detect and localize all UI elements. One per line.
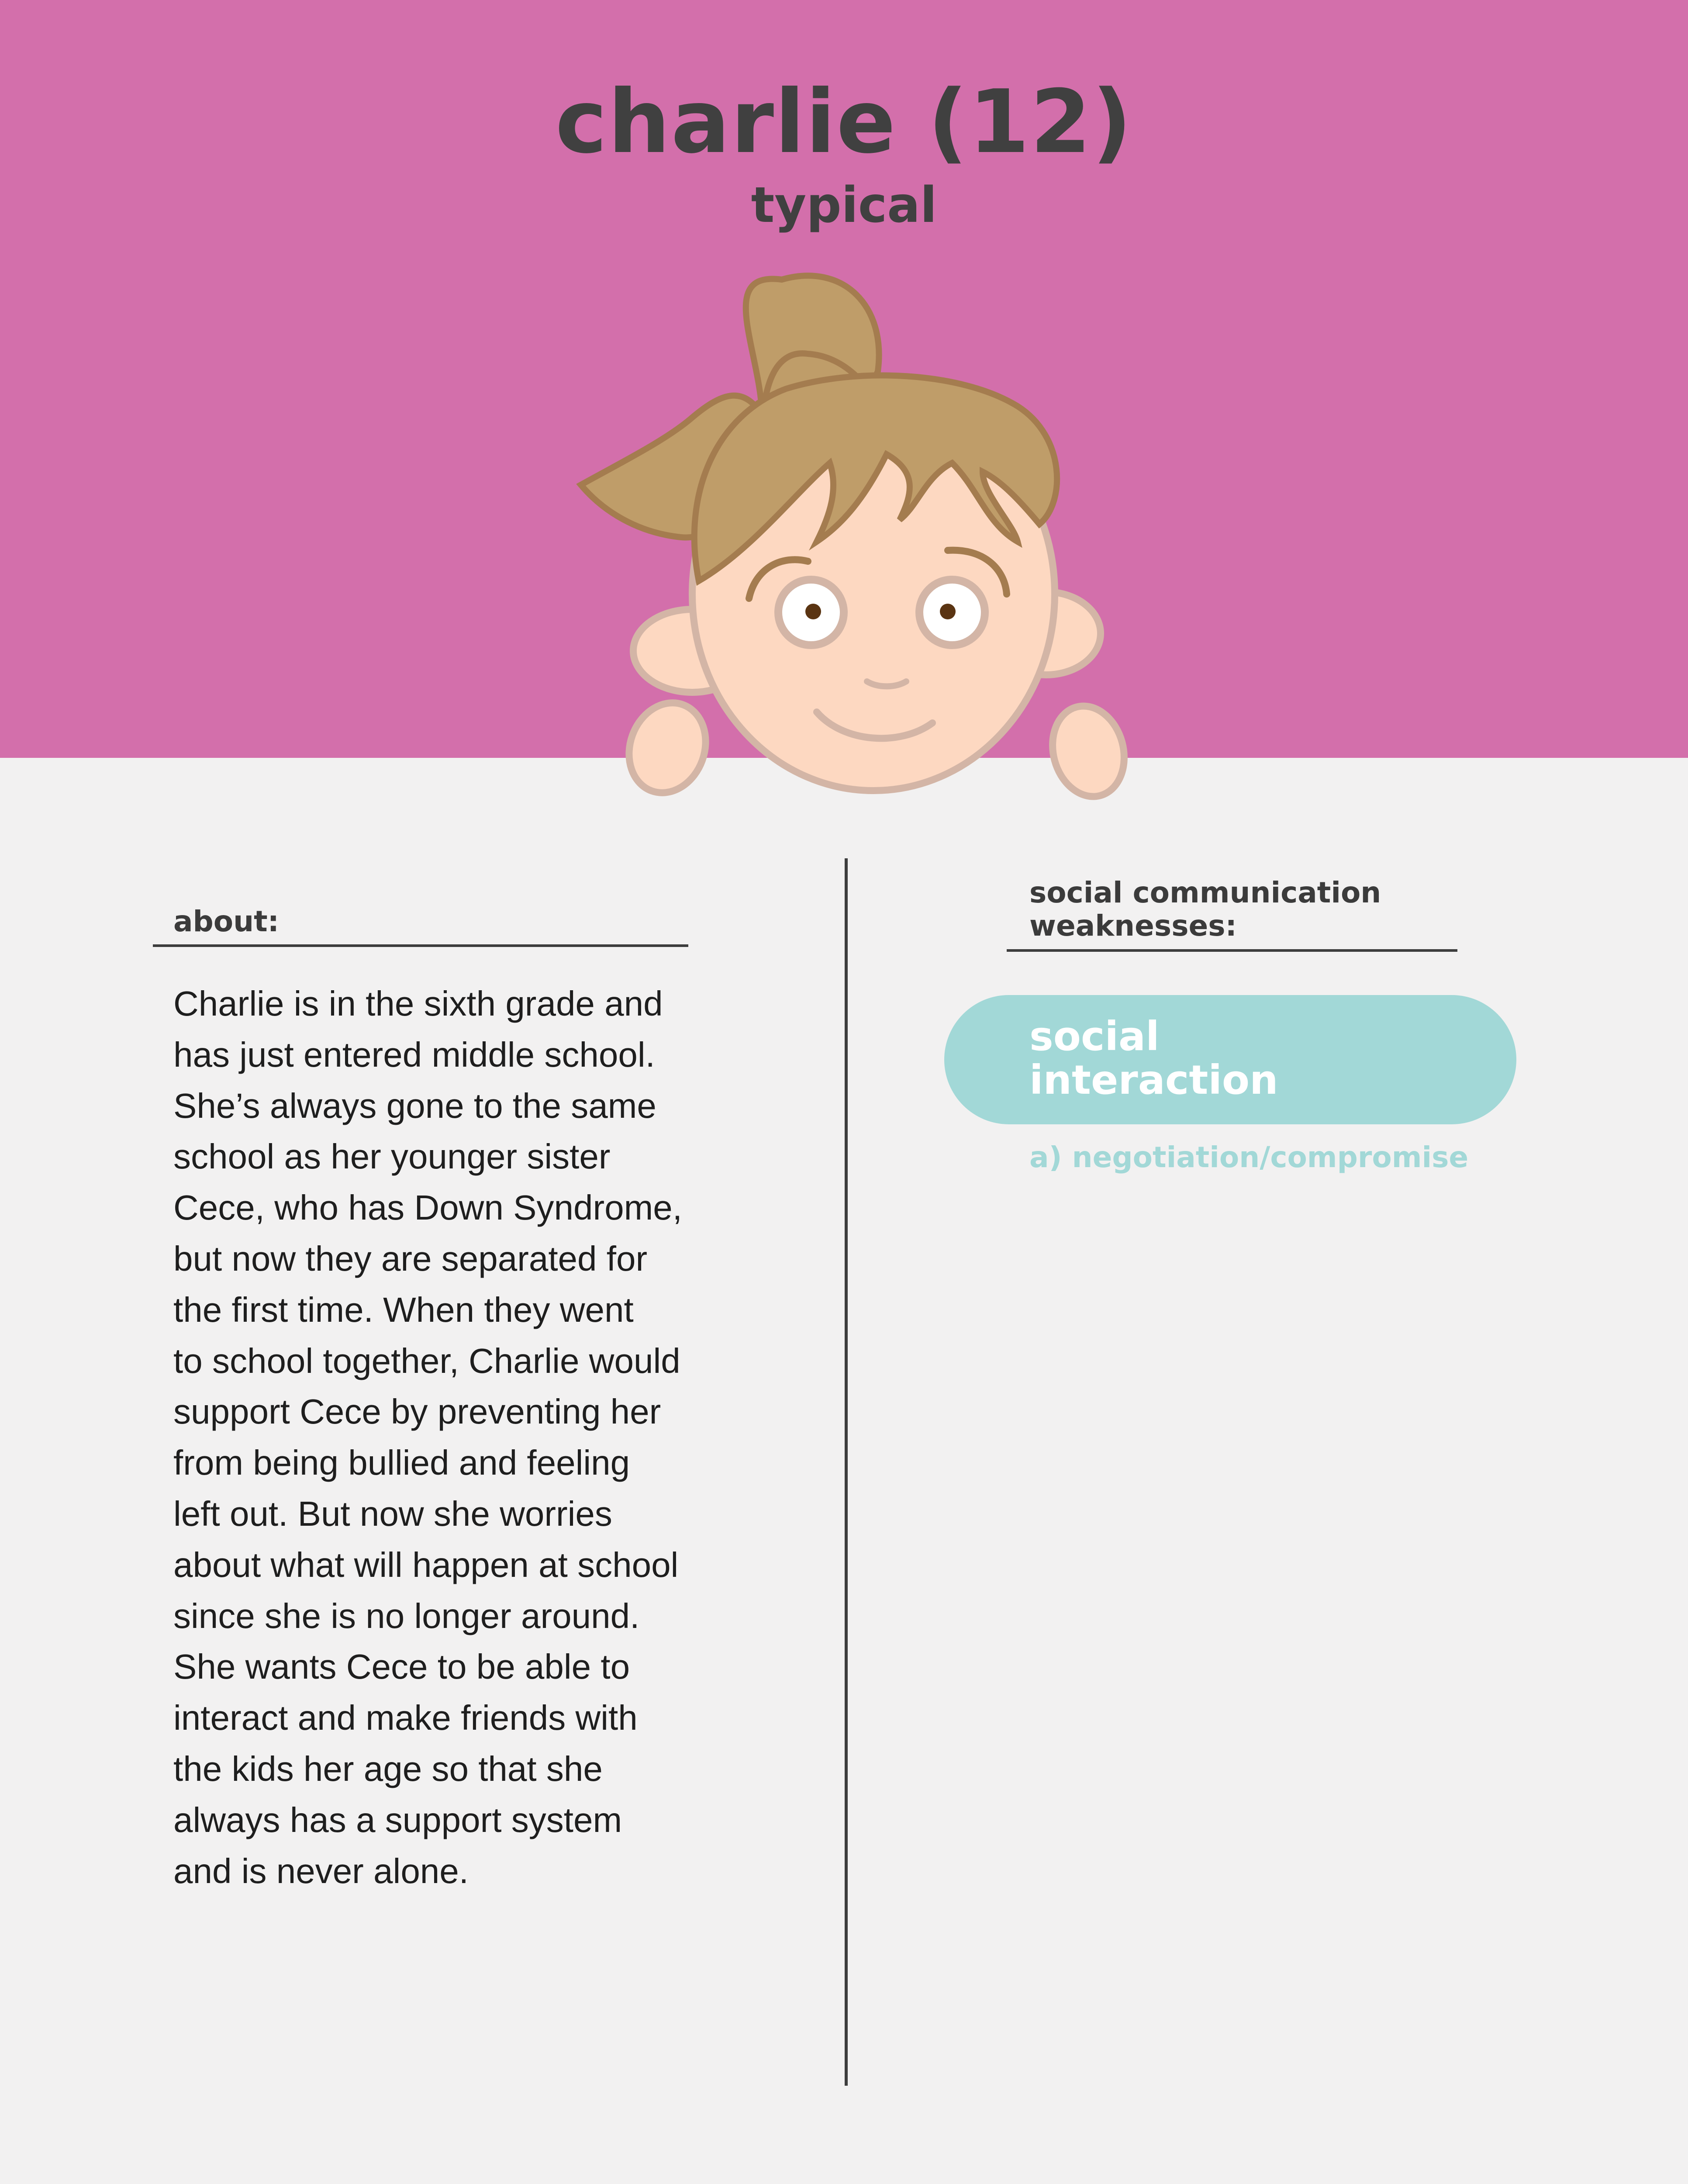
category-label	[1029, 1015, 1488, 1102]
weakness-item: a) negotiation/compromise	[1029, 1140, 1469, 1174]
right-hand	[1043, 698, 1134, 805]
category-label-line: interaction	[1029, 1057, 1278, 1103]
weaknesses-heading-line: social communication	[1029, 876, 1381, 909]
about-line: from being bullied and feeling	[173, 1443, 630, 1482]
about-line: has just entered middle school.	[173, 1035, 655, 1074]
weaknesses-underline	[1007, 949, 1457, 952]
about-line: always has a support system	[173, 1800, 622, 1839]
girl-avatar-icon	[568, 262, 1136, 812]
about-line: She’s always gone to the same	[173, 1086, 656, 1125]
about-line: school as her younger sister	[173, 1137, 611, 1176]
weaknesses-heading-line: weaknesses:	[1029, 909, 1237, 943]
page-subtitle: typical	[751, 177, 937, 234]
about-line: interact and make friends with	[173, 1698, 638, 1738]
about-line: since she is no longer around.	[173, 1596, 640, 1635]
about-line: the kids her age so that she	[173, 1749, 603, 1788]
about-line: support Cece by preventing her	[173, 1392, 661, 1431]
category-label-line: social	[1029, 1013, 1160, 1060]
about-line: but now they are separated for	[173, 1239, 648, 1278]
about-line: to school together, Charlie would	[173, 1341, 680, 1380]
about-line: and is never alone.	[173, 1851, 469, 1890]
about-line: Charlie is in the sixth grade and	[173, 984, 663, 1023]
about-line: the first time. When they went	[173, 1290, 634, 1329]
about-body	[173, 978, 719, 1897]
weaknesses-heading	[1029, 876, 1510, 943]
about-line: She wants Cece to be able to	[173, 1647, 630, 1686]
category-pill	[944, 995, 1516, 1124]
about-line: left out. But now she worries	[173, 1494, 612, 1533]
about-underline	[153, 944, 688, 947]
about-line: Cece, who has Down Syndrome,	[173, 1188, 682, 1227]
about-heading: about:	[173, 905, 280, 938]
left-hand	[617, 692, 718, 803]
column-divider	[845, 858, 848, 2086]
page-title: charlie (12)	[555, 71, 1133, 173]
about-line: about what will happen at school	[173, 1545, 679, 1584]
